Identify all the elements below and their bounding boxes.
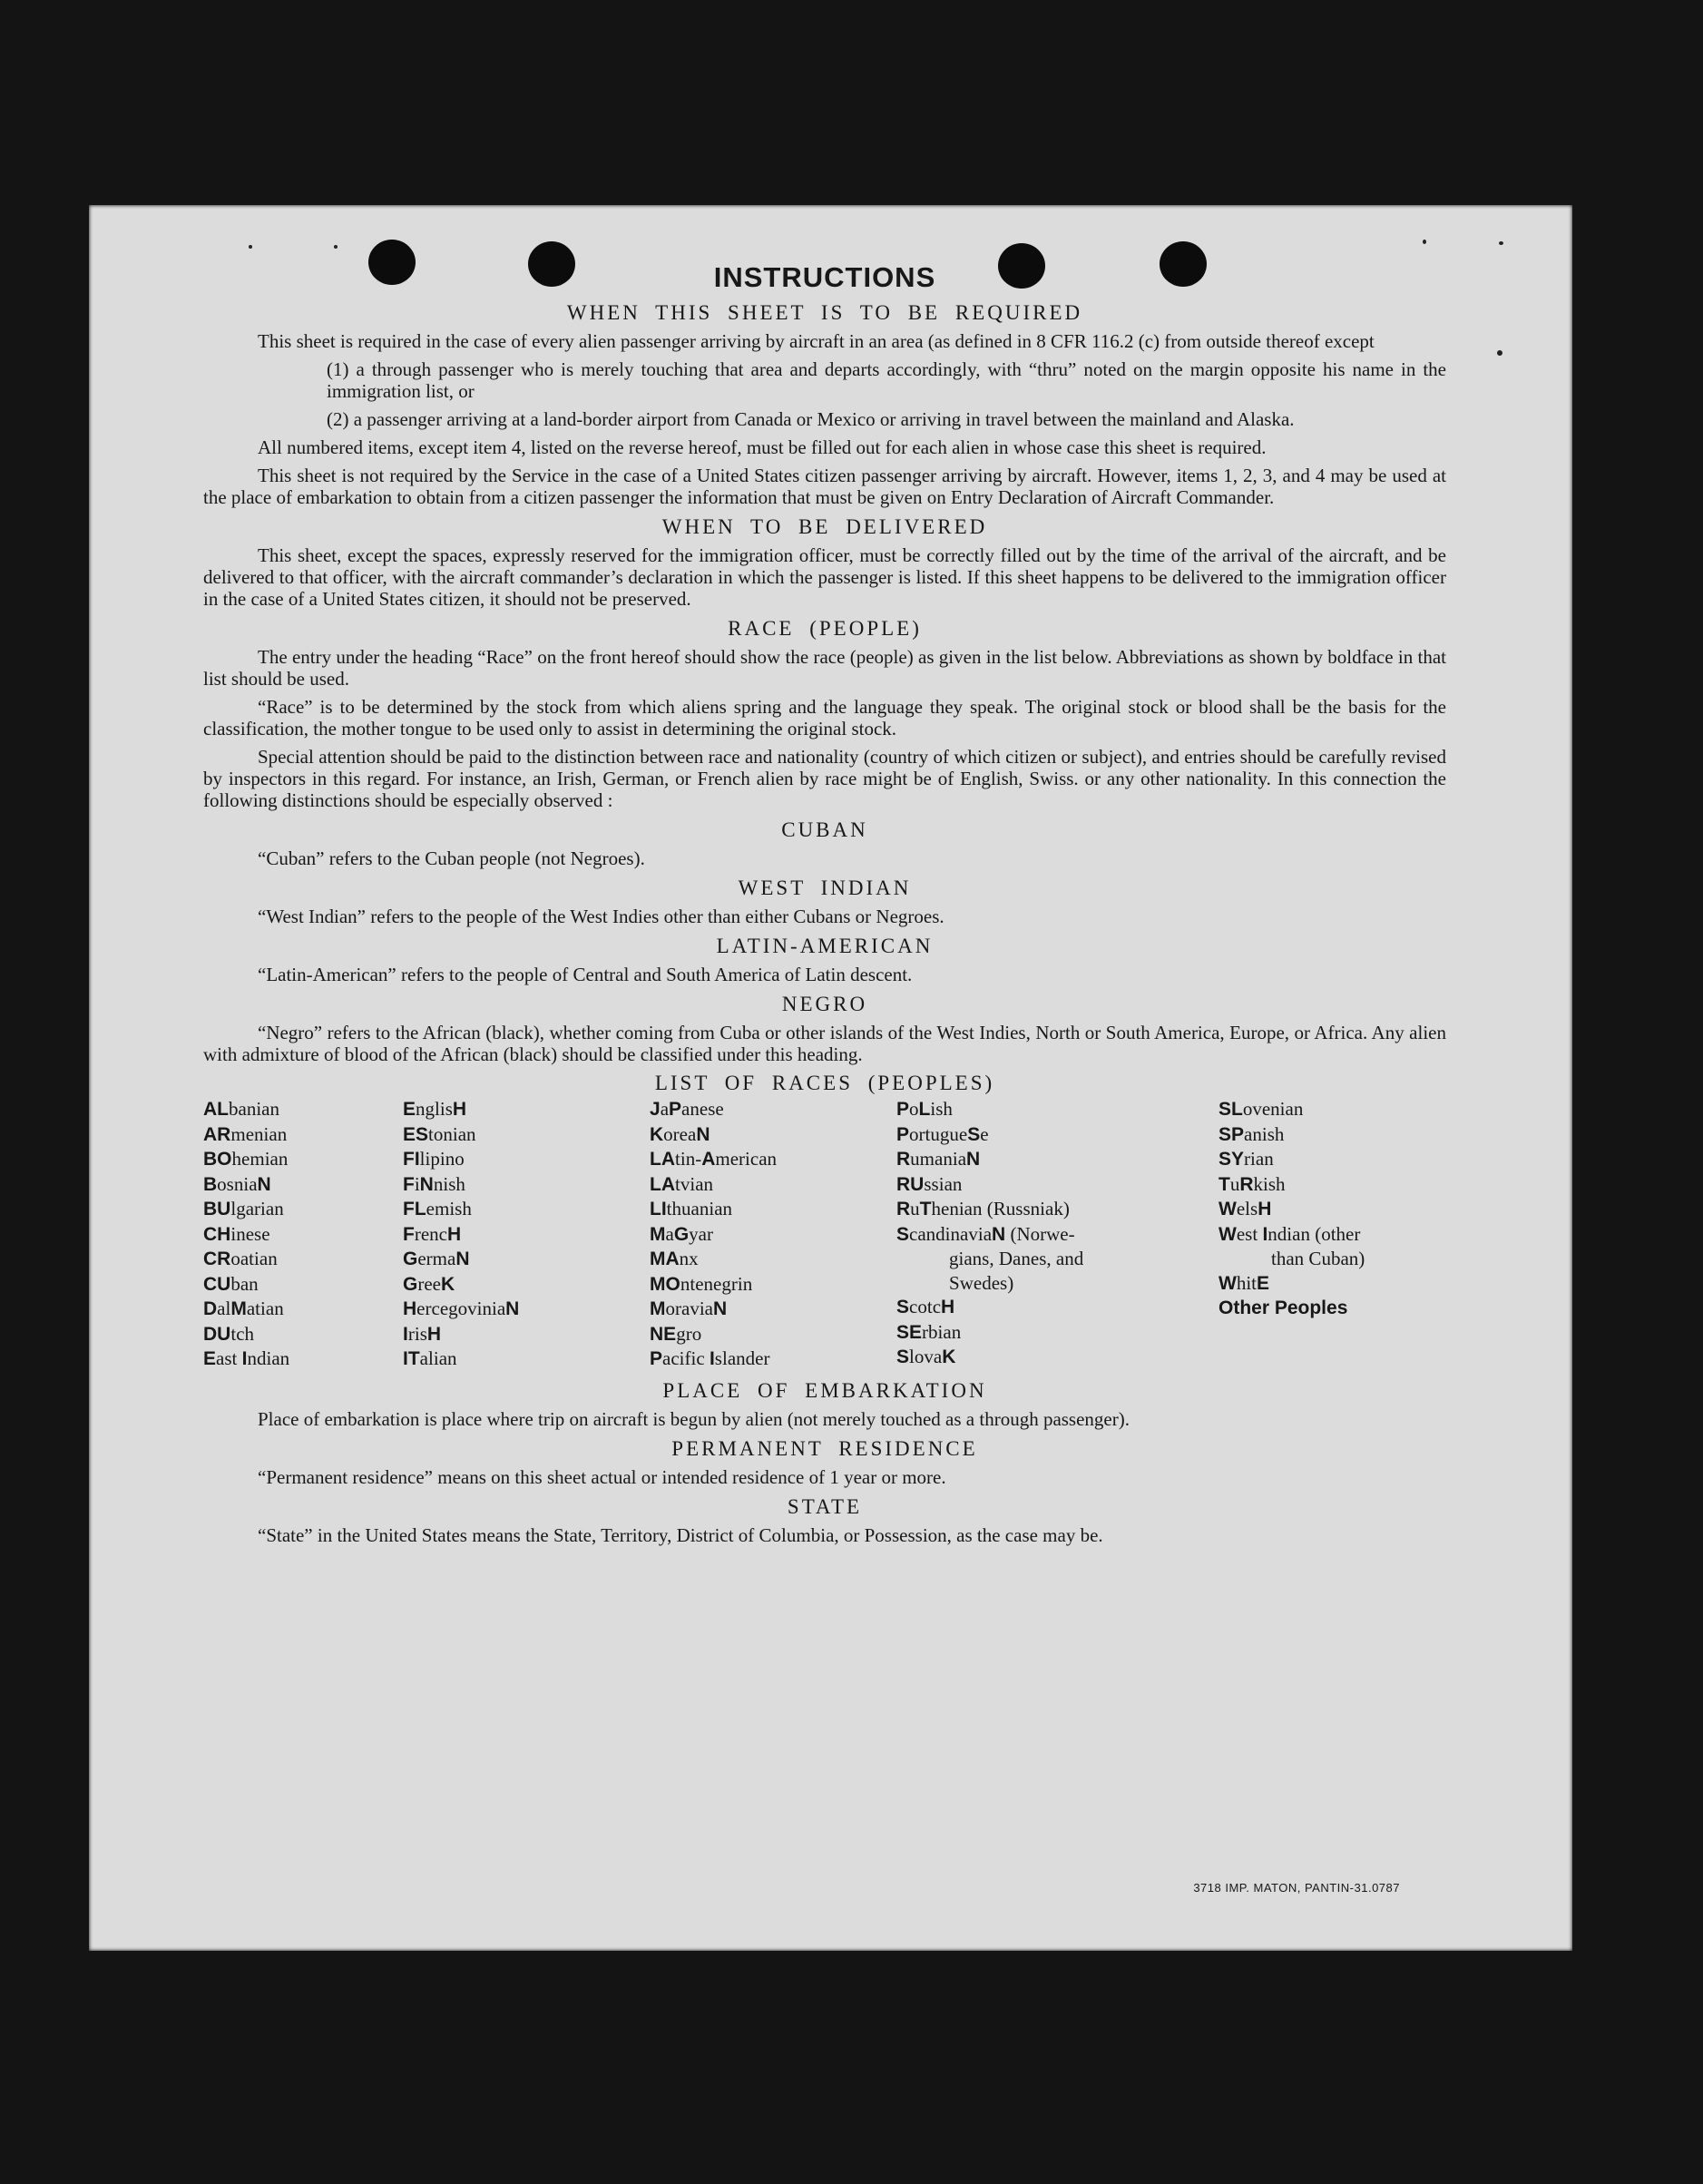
dust-speck xyxy=(334,245,338,249)
race-entry: RUssian xyxy=(896,1172,963,1195)
race-column xyxy=(896,1097,1219,1372)
dust-speck xyxy=(1423,240,1426,244)
paragraph: “Negro” refers to the African (black), whether coming from Cuba or other islands of the West Indies, North or South America, Europe, or Africa. Any alien with admixture of blood of the African (black) should be classified under this heading. xyxy=(203,1022,1446,1065)
race-entry: GermaN xyxy=(403,1248,470,1269)
list-item: (2) a passenger arriving at a land-border airport from Canada or Mexico or arriving in travel between the mainland and Alaska. xyxy=(327,408,1295,430)
section-heading: PERMANENT RESIDENCE xyxy=(671,1436,978,1460)
race-entry: DUtch xyxy=(203,1322,255,1345)
race-entry: EnglisH xyxy=(403,1098,467,1120)
race-entry: WhitE xyxy=(1219,1271,1270,1294)
paragraph: All numbered items, except item 4, listed on the reverse hereof, must be filled out for each alien in whose case this sheet is required. xyxy=(258,436,1267,458)
race-entry-continuation: gians, Danes, and xyxy=(949,1248,1084,1269)
dust-speck xyxy=(1497,350,1502,356)
paragraph: Special attention should be paid to the distinction between race and nationality (country of which citizen or subject), and entries should be carefully revised by inspectors in this regard. For instance, an Irish, German, or French alien by race might be of English, Swiss. or any other nationality. In this connection the following distinctions should be especially observed : xyxy=(203,746,1446,811)
race-entry: LAtin-American xyxy=(650,1148,778,1170)
race-entry: DalMatian xyxy=(203,1298,284,1319)
race-column xyxy=(1219,1097,1446,1372)
race-entry: MOntenegrin xyxy=(650,1272,753,1295)
section-heading: LATIN-AMERICAN xyxy=(716,935,934,957)
section-heading: NEGRO xyxy=(781,993,868,1015)
paragraph: “Race” is to be determined by the stock from which aliens spring and the language they speak. The original stock or blood shall be the basis for the classification, the mother tongue to be used only to assist in determining the original stock. xyxy=(203,696,1446,739)
race-entry: WelsH xyxy=(1219,1198,1272,1219)
race-entry: TuRkish xyxy=(1219,1172,1286,1195)
race-column xyxy=(403,1097,650,1372)
race-list xyxy=(203,1097,1446,1372)
race-entry: Other Peoples xyxy=(1219,1298,1348,1318)
dust-speck xyxy=(249,245,252,249)
race-entry: ITalian xyxy=(403,1347,457,1369)
list-item: (1) a through passenger who is merely touching that area and departs accordingly, with “thru” noted on the margin opposite his name in the immigration list, or xyxy=(327,358,1446,402)
race-entry: GreeK xyxy=(403,1272,455,1295)
paragraph: This sheet is not required by the Service in the case of a United States citizen passenger arriving by aircraft. However, items 1, 2, 3, and 4 may be used at the place of embarkation to obtain from a citizen passenger the information that must be given on Entry Declaration of Aircraft Commander. xyxy=(203,465,1446,508)
paragraph: This sheet, except the spaces, expressly reserved for the immigration officer, must be correctly filled out by the time of the arrival of the aircraft, and be delivered to that officer, with the aircraft commander’s declaration in which the passenger is listed. If this sheet happens to be delivered to the immigration officer in the case of a United States citizen, it should not be preserved. xyxy=(203,544,1446,610)
race-entry: LIthuanian xyxy=(650,1198,733,1219)
race-entry: IrisH xyxy=(403,1322,442,1345)
race-entry: KoreaN xyxy=(650,1122,710,1145)
race-entry: ScotcH xyxy=(896,1296,955,1317)
race-entry: RuThenian (Russniak) xyxy=(896,1198,1070,1219)
race-entry: CRoatian xyxy=(203,1248,278,1269)
paragraph: This sheet is required in the case of every alien passenger arriving by aircraft in an area (as defined in 8 CFR 116.2 (c) from outside thereof except xyxy=(258,330,1375,352)
race-entry: CUban xyxy=(203,1272,259,1295)
dust-speck xyxy=(1499,241,1503,245)
race-column xyxy=(203,1097,403,1372)
printer-imprint: 3718 IMP. MATON, PANTIN-31.0787 xyxy=(1193,1881,1400,1895)
race-entry: LAtvian xyxy=(650,1172,714,1195)
section-heading: STATE xyxy=(787,1494,863,1518)
paragraph: “Cuban” refers to the Cuban people (not Negroes). xyxy=(258,847,645,869)
race-entry: FrencH xyxy=(403,1222,462,1245)
race-entry: EStonian xyxy=(403,1122,476,1145)
race-entry: BUlgarian xyxy=(203,1198,284,1219)
race-entry: PoLish xyxy=(896,1098,953,1120)
race-entry: NEgro xyxy=(650,1322,702,1345)
race-entry: West Indian (other xyxy=(1219,1222,1361,1245)
race-entry: HercegoviniaN xyxy=(403,1298,520,1319)
race-entry-continuation: Swedes) xyxy=(949,1271,1014,1294)
section-heading: PLACE OF EMBARKATION xyxy=(662,1378,987,1402)
page-title: INSTRUCTIONS xyxy=(713,261,936,293)
race-entry: FIlipino xyxy=(403,1148,465,1170)
section-heading: WHEN THIS SHEET IS TO BE REQUIRED xyxy=(566,301,1083,324)
race-entry: SErbian xyxy=(896,1320,962,1343)
section-heading: WEST INDIAN xyxy=(738,877,912,899)
instructions-text xyxy=(203,261,1446,1552)
race-entry: ScandinaviaN (Norwe- xyxy=(896,1222,1075,1245)
paragraph: “West Indian” refers to the people of the West Indies other than either Cubans or Negroes. xyxy=(258,906,944,927)
race-entry: PortugueSe xyxy=(896,1122,989,1145)
race-entry: SLovenian xyxy=(1219,1098,1304,1120)
race-entry: BOhemian xyxy=(203,1148,289,1170)
paragraph: “Latin-American” refers to the people of Central and South America of Latin descent. xyxy=(258,964,913,985)
race-entry: SYrian xyxy=(1219,1148,1274,1170)
section-heading: LIST OF RACES (PEOPLES) xyxy=(654,1072,995,1094)
race-entry: FiNnish xyxy=(403,1172,465,1195)
race-entry: BosniaN xyxy=(203,1172,271,1195)
section-heading: WHEN TO BE DELIVERED xyxy=(661,515,988,538)
race-entry: CHinese xyxy=(203,1222,270,1245)
race-entry: ALbanian xyxy=(203,1098,279,1120)
race-entry: ARmenian xyxy=(203,1122,288,1145)
race-entry: East Indian xyxy=(203,1347,290,1369)
race-entry: RumaniaN xyxy=(896,1148,981,1170)
document-sheet xyxy=(89,205,1572,1951)
race-entry: Pacific Islander xyxy=(650,1347,770,1369)
section-heading: CUBAN xyxy=(781,818,868,841)
paragraph: “Permanent residence” means on this sheet actual or intended residence of 1 year or more. xyxy=(258,1465,946,1488)
race-entry-continuation: than Cuban) xyxy=(1271,1248,1365,1269)
race-entry: JaPanese xyxy=(650,1098,724,1120)
section-heading: RACE (PEOPLE) xyxy=(728,617,922,640)
race-entry: SPanish xyxy=(1219,1122,1285,1145)
race-entry: MAnx xyxy=(650,1248,699,1269)
race-entry: MoraviaN xyxy=(650,1298,728,1319)
paragraph: The entry under the heading “Race” on the front hereof should show the race (people) as given in the list below. Abbreviations as shown by boldface in that list should be used. xyxy=(203,646,1446,690)
paragraph: “State” in the United States means the State, Territory, District of Columbia, or Possession, as the case may be. xyxy=(258,1523,1103,1546)
race-entry: MaGyar xyxy=(650,1222,713,1245)
race-entry: FLemish xyxy=(403,1198,472,1219)
race-column xyxy=(650,1097,896,1372)
race-entry: SlovaK xyxy=(896,1346,956,1367)
paragraph: Place of embarkation is place where trip on aircraft is begun by alien (not merely touched as a through passenger). xyxy=(258,1407,1130,1430)
